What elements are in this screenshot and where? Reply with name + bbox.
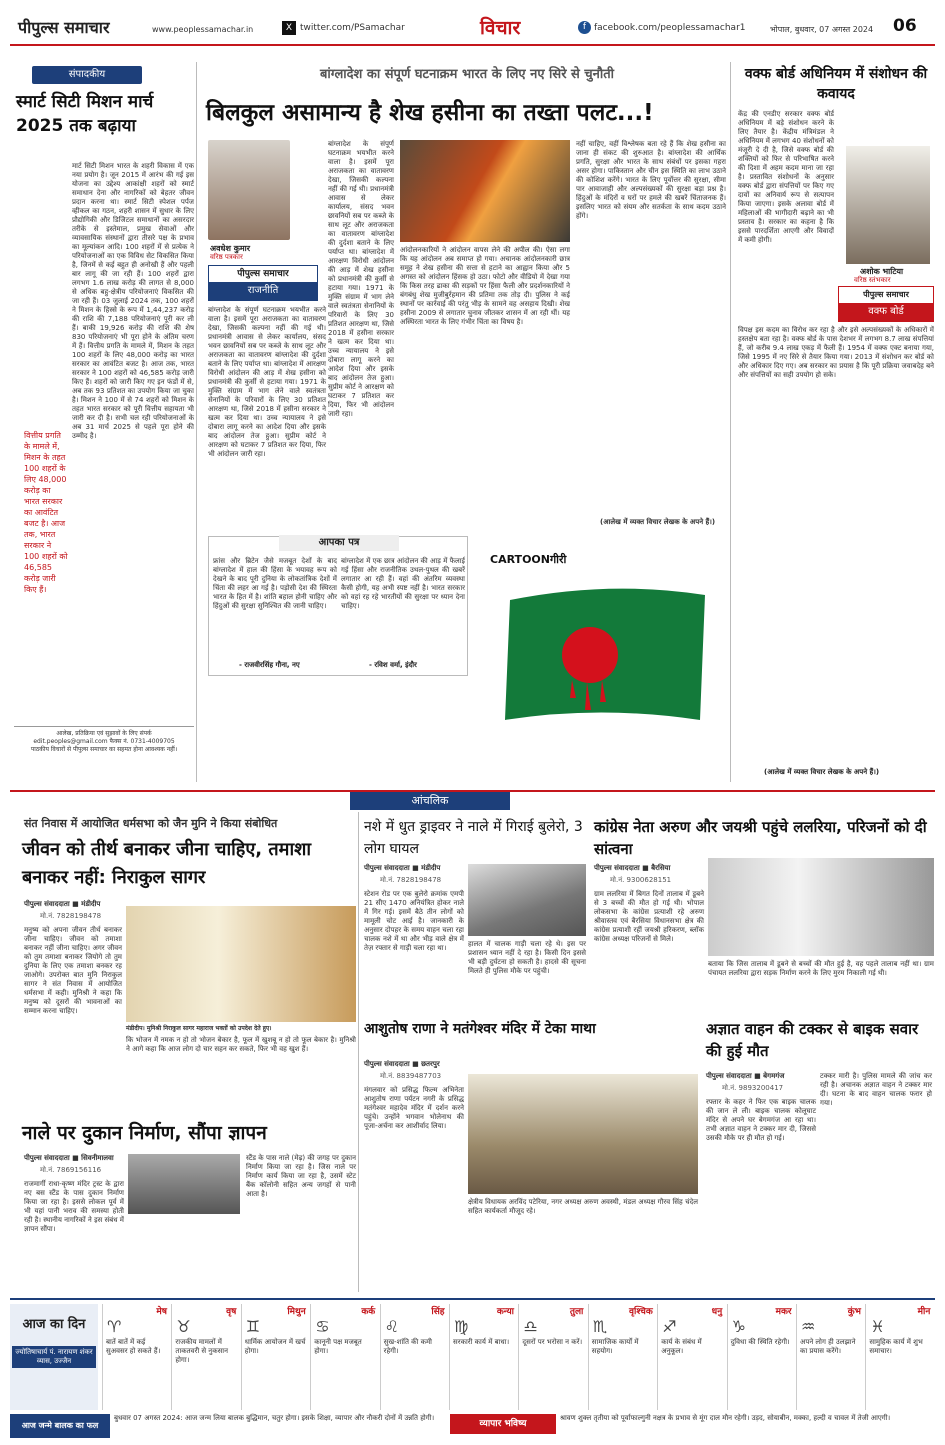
zodiac-glyph-icon: ♊ (245, 1317, 261, 1336)
col-divider (196, 62, 197, 782)
story4-photo (708, 858, 934, 956)
zodiac-cell-8 (588, 1304, 656, 1410)
business-label: व्यापार भविष्य (450, 1414, 556, 1434)
story1-photo (126, 906, 356, 1022)
horoscope-strip (10, 1298, 935, 1438)
story5-body-2: क्षेत्रीय विधायक अरविंद पटेरिया, नगर अध्यक्ष अरुण अवस्थी, मंडल अध्यक्ष गौरव सिंह चंदेल सहित कार्यकर्ता मौजूद रहे। (468, 1198, 698, 1215)
story-ashutosh-rana (360, 1014, 700, 1294)
story2-photo (128, 1154, 240, 1214)
story3-phone: मो.नं. 7828198478 (380, 876, 442, 884)
business-text: श्रावण शुक्ल तृतीया को पूर्वाफाल्गुनी नक्षत्र के प्रभाव से मूंग दाल मौन रहेगी। उड़द, सोयाबीन, मक्का, हल्दी व चावल में तेजी आएगी। (560, 1414, 891, 1422)
col-divider-mid (358, 812, 359, 1292)
zodiac-text: अपने लोग ही उलझाने का प्रयास करेंगे। (800, 1338, 856, 1355)
logo: पीपुल्स समाचार (18, 18, 110, 37)
main-col3: नहीं चाहिए, वहीं विश्लेषक बता रहे हैं कि शेख हसीना का जाना ही संकट की शुरुआत है। बांग्लादेश की आर्थिक प्रगति, सुरक्षा और भारत के साथ संबंधों पर इसका गहरा असर होगा। पाकिस्तान और चीन इस स्थिति का लाभ उठाने की कोशिश करेंगे। भारत के लिए पूर्वोत्तर की सुरक्षा, सीमा पार आवाजाही और अल्पसंख्यकों की सुरक्षा बड़ा प्रश्न है। हिंदुओं के मंदिरों व घरों पर हमले की खबरें चिंताजनक हैं। इसलिए भारत को संयम और सतर्कता के साथ कदम उठाने होंगे। (576, 140, 726, 220)
main-headline: बिलकुल असामान्य है शेख हसीना का तख्ता पलट...! (206, 100, 654, 126)
story-bike-accident (702, 1014, 935, 1294)
story1-caption: मंडीदीप। मुनिश्री निराकुल सागर महाराज भक्तों को उपदेश देते हुए। (126, 1025, 272, 1032)
zodiac-name: मीन (917, 1307, 931, 1317)
story5-headline: आशुतोष राणा ने मतंगेश्वर मंदिर में टेका माथा (364, 1021, 596, 1037)
letter-2-sign: - रविश वर्मा, इंदौर (369, 661, 417, 669)
zodiac-text: सामाजिक कार्यों में सहयोग। (591, 1338, 639, 1355)
cartoon-box (480, 546, 730, 786)
zodiac-name: वृष (226, 1307, 237, 1317)
bangladesh-flag-cartoon (490, 570, 720, 760)
waqf-body: केंद्र की एनडीए सरकार वक्फ बोर्ड अधिनियम में बड़े संशोधन करने के लिए तैयार है। केंद्रीय मंत्रिमंडल ने अधिनियम में लगभग 40 संशोधनों को मंजूरी दे दी है, जिसे वक्फ बोर्ड की शक्तियों को फिर से परिभाषित करने की दिशा में अहम कदम माना जा रहा है। प्रस्तावित संशोधनों के अनुसार वक्फ बोर्ड द्वारा संपत्तियों पर किए गए दावों का अनिवार्य रूप से सत्यापन किया जाएगा। इसके अलावा बोर्ड में महिलाओं की भागीदारी बढ़ाने का भी प्रस्ताव है। सरकार का कहना है कि इससे पारदर्शिता आएगी और विवादों में कमी होगी। (738, 110, 834, 244)
letters-box (208, 536, 468, 676)
main-footer: (आलेख में व्यक्त विचार लेखक के अपने हैं।) (600, 518, 716, 526)
zodiac-name: मेष (156, 1307, 167, 1317)
zodiac-text: कानूनी पक्ष मजबूत होगा। (314, 1338, 362, 1355)
waqf-headline: वक्फ बोर्ड अधिनियम में संशोधन की कवायद (744, 66, 928, 102)
zodiac-glyph-icon: ♏ (592, 1317, 608, 1336)
zodiac-text: सरकारी कार्य में बाधा। (453, 1338, 510, 1346)
zodiac-text: राजकीय मामलों में ताकतवरी से नुकसान होगा। (175, 1338, 229, 1364)
footer-contact: आलेख, प्रतिक्रिया एवं सुझावों के लिए संपर्क (56, 730, 152, 737)
story5-byline: पीपुल्स संवाददाता ■ छतरपुर (364, 1060, 440, 1068)
zodiac-cell-9 (657, 1304, 725, 1410)
zodiac-text: दुविधा की स्थिति रहेगी। (730, 1338, 790, 1346)
zodiac-glyph-icon: ♐ (662, 1317, 677, 1336)
child-text: बुधवार 07 अगस्त 2024: आज जन्म लिया बालक बुद्धिमान, चतुर होगा। इसके शिक्षा, व्यापार और नौकरी दोनों में उन्नति होगी। (114, 1414, 435, 1422)
zodiac-name: मिथुन (287, 1307, 306, 1317)
story6-headline: अज्ञात वाहन की टक्कर से बाइक सवार की हुई मौत (706, 1020, 919, 1060)
zodiac-text: बातें बातें में कई सुअवसर हो सकते हैं। (106, 1338, 161, 1355)
waqf-column-badge (838, 286, 934, 322)
editorial-footer (14, 726, 194, 753)
story-drain-shop (10, 1114, 355, 1294)
main-article (200, 60, 728, 530)
zodiac-cell-3 (241, 1304, 309, 1410)
zodiac-glyph-icon: ♑ (731, 1317, 746, 1336)
story3-body-2: हालत में चालक गाड़ी चला रहे थे। इस पर प्रशासन ध्यान नहीं दे रहा है। किसी दिन इससे भी बड़ी दुर्घटना हो सकती है। हादसे की सूचना मिलते ही पुलिस मौके पर पहुंची। (468, 940, 586, 975)
story-congress-lalariya (590, 812, 935, 1012)
waqf-article (734, 60, 936, 786)
zodiac-cell-7 (518, 1304, 586, 1410)
zodiac-cell-12 (865, 1304, 933, 1410)
story5-body: मंगलवार को प्रसिद्ध फिल्म अभिनेता आशुतोष राणा पर्यटन नगरी के प्रसिद्ध मतंगेश्वर महादेव मंदिर में दर्शन करने पहुंचे। उन्होंने भगवान भोलेनाथ की पूजा-अर्चना कर आशीर्वाद लिया। (364, 1086, 464, 1130)
letter-2: बांग्लादेश में एक छात्र आंदोलन की आड़ में फैलाई गई हिंसा और राजनीतिक उथल-पुथल की खबरें लगातार आ रही हैं। वहां की अंतरिम व्यवस्था कैसी होगी, यह अभी स्पष्ट नहीं है। भारत सरकार को वहां रह रहे भारतीयों की सुरक्षा पर ध्यान देना चाहिए। (341, 557, 465, 610)
zodiac-name: कर्क (361, 1307, 376, 1317)
story6-body-2: टक्कर मारी है। पुलिस मामले की जांच कर रही है। अचानक अज्ञात वाहन ने टक्कर मार दी। घटना के बाद वाहन चालक फरार हो गया। (820, 1072, 932, 1107)
cartoon-label: CARTOONगीरी (490, 553, 567, 566)
child-box: आज जन्मे बालक का फल (10, 1414, 110, 1438)
website-link[interactable]: www.peoplessamachar.in (152, 25, 254, 34)
zodiac-cell-2 (171, 1304, 239, 1410)
zodiac-glyph-icon: ♎ (523, 1317, 538, 1336)
author-photo-ashok (846, 146, 930, 264)
story1-body-2: कि भोजन में नमक न हो तो भोजन बेकार है, फूल में खुशबू न हो तो फूल बेकार है। मुनिश्री ने आगे कहा कि आज लोग दो चार सहन कर सकते, फिर भी वह खुश हैं। (126, 1036, 356, 1053)
story-bolero-accident (360, 812, 588, 1012)
footer-disclaimer: पाठकीय विचारों से पीपुल्स समाचार का सहमत होना आवश्यक नहीं। (30, 746, 178, 753)
story-niraakul-sagar (10, 812, 355, 1112)
flag-circle (562, 627, 618, 683)
author-photo-avadhesh (208, 140, 290, 240)
zodiac-cell-5 (380, 1304, 448, 1410)
story6-body: रफ्तार के कहर ने फिर एक बाइक चालक की जान ले ली। बाइक चालक कोलूघाट मंदिर से अपने घर बेगमगंज आ रहा था। तभी अज्ञात वाहन ने टक्कर मार दी, जिससे उसकी मौके पर ही मौत हो गई। (706, 1098, 816, 1142)
zodiac-name: सिंह (431, 1307, 445, 1317)
editorial-column (10, 60, 195, 785)
letter-1-sign: - राजवीरसिंह गौना, नए (239, 661, 300, 669)
zodiac-name: वृश्चिक (629, 1307, 653, 1317)
facebook-icon: f (578, 21, 591, 34)
zodiac-text: सामुहिक कार्य में शुभ समाचार। (869, 1338, 923, 1355)
waqf-column-logo: पीपुल्स समाचार (863, 290, 909, 299)
zodiac-glyph-icon: ♈ (107, 1317, 122, 1336)
facebook-link[interactable]: facebook.com/peoplessamachar1 (594, 23, 746, 33)
story6-phone: मो.नं. 9893200417 (722, 1084, 784, 1092)
zodiac-glyph-icon: ♋ (315, 1317, 330, 1336)
story6-byline: पीपुल्स संवाददाता ■ बेगमगंज (706, 1072, 785, 1080)
story4-byline: पीपुल्स संवाददाता ■ बैरसिया (594, 864, 671, 872)
zodiac-text: सुख-शांति की कमी रहेगी। (383, 1338, 432, 1355)
story2-byline: पीपुल्स संवाददाता ■ सिवनीमालवा (24, 1154, 114, 1162)
twitter-link[interactable]: twitter.com/PSamachar (300, 23, 405, 33)
zodiac-cell-10 (727, 1304, 795, 1410)
author-role: वरिष्ठ पत्रकार (210, 253, 243, 261)
story5-phone: मो.नं. 8839487703 (380, 1072, 442, 1080)
story5-photo (468, 1074, 698, 1194)
story4-body: ग्राम ललरिया में बिगत दिनों तालाब में डूबने से 3 बच्चों की मौत हो गई थी। भोपाल लोकसभा के कांग्रेस प्रत्याशी रहे अरुण श्रीवास्तव एवं बैरसिया विधानसभा क्षेत्र की कांग्रेस प्रत्याशी रहीं जयश्री हरिकरण, ब्लॉक कांग्रेस अध्यक्ष परिजनों से मिले। (594, 890, 704, 943)
story1-phone: मो.नं. 7828198478 (40, 912, 102, 920)
story4-body-2: बताया कि जिस तालाब में डूबने से बच्चों की मौत हुई है, वह पहले तालाब नहीं था। ग्राम पंचायत ललरिया द्वारा सड़क निर्माण करने के लिए मुरम निकाली गई थी। (708, 960, 934, 977)
editorial-pullquote: वित्तीय प्रगति के मामले में, मिशन के तहत 100 शहरों के लिए 48,000 करोड़ का भारत सरकार का आवंटित बजट है। आज तक, भारत सरकार ने 100 शहरों को 46,585 करोड़ जारी किए हैं। (24, 431, 68, 594)
zodiac-name: कुंभ (847, 1307, 861, 1317)
column-label: राजनीति (209, 282, 317, 300)
story2-body: राजमार्गी राधा-कृष्ण मंदिर ट्रस्ट के द्वारा नए बस स्टैंड के पास दुकान निर्माण किया जा रहा है। इससे लोकल पूर्व में भी यहां पानी भराव की समस्या होती रही है। स्थानीय नागरिकों ने इस संबंध में ज्ञापन सौंपा। (24, 1180, 124, 1233)
zodiac-row (102, 1304, 935, 1410)
zodiac-glyph-icon: ♌ (384, 1317, 399, 1336)
editorial-label: संपादकीय (32, 66, 142, 84)
story1-byline: पीपुल्स संवाददाता ■ मंडीदीप (24, 900, 101, 908)
main-col2: आंदोलनकारियों ने आंदोलन वापस लेने की अपील की। ऐसा लगा कि यह आंदोलन अब समाप्त हो गया। अचानक आंदोलनकारी छात्र समूह ने शेख हसीना की सत्ता से हटाने का आह्वान किया और 5 अगस्त को आंदोलन हिंसक हो उठा। फोटो और वीडियो में देखा गया कि किस तरह ढाका की सड़कों पर हिंसा फैली और प्रदर्शनकारियों ने बंगबंधु शेख मुजीबुर्रहमान की प्रतिमा तक तोड़ दी। पुलिस ने कई स्थानों पर कार्रवाई की परंतु भीड़ के सामने वह असहाय दिखी। शेख हसीना 2009 से लगातार चुनाव जीतकर शासन में आ रही थीं। यह अस्थिरता भारत के लिए गंभीर चिंता का विषय है। (400, 246, 570, 326)
waqf-author-role: वरिष्ठ स्तंभकार (854, 276, 891, 284)
section-title: विचार (480, 17, 521, 39)
col-divider-right (730, 62, 731, 782)
zodiac-text: दूसरों पर भरोसा न करें। (522, 1338, 583, 1346)
story1-kicker: संत निवास में आयोजित धर्मसभा को जैन मुनि ने किया संबोधित (24, 817, 278, 830)
masthead (0, 0, 945, 58)
story3-headline: नशे में धुत ड्राइवर ने नाले में गिराई बुलेरो, 3 लोग घायल (364, 819, 583, 857)
twitter-icon: X (282, 21, 296, 35)
zodiac-glyph-icon: ♍ (454, 1317, 469, 1336)
regional-label: आंचलिक (350, 792, 510, 810)
column-logo: पीपुल्स समाचार (237, 269, 289, 279)
story4-phone: मो.नं. 9300628151 (610, 876, 672, 884)
zodiac-glyph-icon: ♉ (176, 1317, 191, 1336)
main-col1: बांग्लादेश के संपूर्ण घटनाक्रम भयभीत करने वाला है। इसमें पूरा अराजकता का वातावरण देखा, जिसकी कल्पना नहीं की गई थी। प्रधानमंत्री आवास से लेकर कार्यालय, संसद भवन छावनियों सब पर कब्जे के साथ लूट और अराजकता का वातावरण बांग्लादेश की दुर्दशा बताने के लिए पर्याप्त था। बांग्लादेश में आरक्षण विरोधी आंदोलन की आड़ में शेख हसीना को प्रधानमंत्री की कुर्सी से हटाया गया। 1971 के मुक्ति संग्राम में भाग लेने वाले स्वतंत्रता सेनानियों के परिवारों के लिए 30 प्रतिशत आरक्षण था, जिसे 2018 में हसीना सरकार ने खत्म कर दिया था। उच्च न्यायालय ने इसे दोबारा लागू करने का आदेश दिया और इसके बाद आंदोलन तेज हुआ। सुप्रीम कोर्ट ने आरक्षण को घटाकर 7 प्रतिशत कर दिया, फिर भी आंदोलन जारी रहा। (208, 306, 326, 458)
today-label: आज का दिन (22, 1317, 86, 1332)
zodiac-text: धार्मिक आयोजन में खर्च होगा। (244, 1338, 306, 1355)
zodiac-name: तुला (569, 1307, 584, 1317)
story3-byline: पीपुल्स संवाददाता ■ मंडीदीप (364, 864, 441, 872)
story3-body: स्टेशन रोड पर एक बुलेरो क्रमांक एमपी 21 सीए 1470 अनियंत्रित होकर नाले में गिर गई। इसमें बैठे तीन लोगों को मामूली चोट आई है। जानकारी के अनुसार दोपहर के समय वाहन चला रहा चालक नशे में था और भीड़ वाले क्षेत्र में तेज़ रफ्तार से गाड़ी चला रहा था। (364, 890, 464, 952)
regional-bar (10, 790, 935, 808)
zodiac-glyph-icon: ♒ (801, 1317, 816, 1336)
waqf-footer: (आलेख में व्यक्त विचार लेखक के अपने हैं।) (764, 768, 880, 776)
protest-photo (400, 140, 570, 242)
story1-body: मनुष्य को अपना जीवन तीर्थ बनाकर जीना चाहिए। जीवन को तमाशा बनाकर नहीं जीना चाहिए। अगर जीवन को तुम तमाशा बनाकर जियोगे तो तुम दुनिया के लिए एक तमाशा बनकर रह जाओगे। उपरोक्त बात मुनि निराकुल सागर ने संत निवास में आयोजित धर्मसभा में कही। मुनिश्री ने कहा कि मनुष्य को दूसरों की भावनाओं का सम्मान करना चाहिए। (24, 926, 122, 1015)
story4-headline: कांग्रेस नेता अरुण और जयश्री पहुंचे ललरिया, परिजनों को दी सांत्वना (594, 818, 927, 858)
zodiac-cell-6 (449, 1304, 517, 1410)
letter-1: फ्रांस और ब्रिटेन जैसे मजबूत देशों के बाद बांग्लादेश में हाल की हिंसा के भयावह रूप को देखने के बाद पूरी दुनिया के लोकतांत्रिक देशों में चिंता की लहर आ गई है। पड़ोसी देश की स्थिरता भारत के हित में है। शांति बहाल होनी चाहिए और हिंदुओं की सुरक्षा सुनिश्चित की जानी चाहिए। (213, 557, 337, 610)
zodiac-glyph-icon: ♓ (870, 1317, 885, 1336)
zodiac-text: कार्य के संबंध में अनुकूल। (661, 1338, 702, 1355)
editorial-title: स्मार्ट सिटी मिशन मार्च 2025 तक बढ़ाया (16, 92, 154, 136)
waqf-body-2: विपक्ष इस कदम का विरोध कर रहा है और इसे अल्पसंख्यकों के अधिकारों में हस्तक्षेप बता रहा है। वक्फ बोर्ड के पास देशभर में लगभग 8.7 लाख संपत्तियां हैं, जो करीब 9.4 लाख एकड़ में फैली हैं। 1954 में वक्फ एक्ट बनाया गया, जिसे 1995 में नए सिरे से तैयार किया गया। 2013 में संशोधन कर बोर्ड को और अधिकार दिए गए। अब सरकार का प्रयास है कि पूरी प्रक्रिया जवाबदेह बने और संपत्तियों का सही उपयोग हो सके। (738, 326, 934, 379)
main-col1-top: बांग्लादेश के संपूर्ण घटनाक्रम भयभीत करने वाला है। इसमें पूरा अराजकता का वातावरण देखा, जिसकी कल्पना नहीं की गई थी। प्रधानमंत्री आवास से लेकर कार्यालय, संसद भवन छावनियों सब पर कब्जे के साथ लूट और अराजकता का वातावरण बांग्लादेश की दुर्दशा बताने के लिए पर्याप्त था। बांग्लादेश में आरक्षण विरोधी आंदोलन की आड़ में शेख हसीना को प्रधानमंत्री की कुर्सी से हटाया गया। 1971 के मुक्ति संग्राम में भाग लेने वाले स्वतंत्रता सेनानियों के परिवारों के लिए 30 प्रतिशत आरक्षण था, जिसे 2018 में हसीना सरकार ने खत्म कर दिया था। उच्च न्यायालय ने इसे दोबारा लागू करने का आदेश दिया और इसके बाद आंदोलन तेज हुआ। सुप्रीम कोर्ट ने आरक्षण को घटाकर 7 प्रतिशत कर दिया, फिर भी आंदोलन जारी रहा। (328, 140, 394, 418)
zodiac-name: धनु (711, 1307, 723, 1317)
editorial-body: मार्ट सिटी मिशन भारत के शहरी विकास में एक नया प्रयोग है। जून 2015 में आरंभ की गई इस योजना का उद्देश्य आकांक्षी शहरों को स्मार्ट समाधान देना और नागरिकों को बेहतर जीवन प्रदान करना था। स्मार्ट सिटी स्पेशल पर्पज व्हीकल का गठन, शहरी शासन में सुधार के लिए प्रौद्योगिकी और डिजिटल समाधानों का असरदार तरीके से इस्तेमाल, प्रमुख सेवाओं और व्यावसायिक संस्थानों द्वारा तीसरे पक्ष के प्रभाव का मूल्यांकन आदि। 100 शहरों में से प्रत्येक ने परियोजनाओं का एक विविध सेट विकसित किया है, जिनमें से कई बहुत ही अनोखी हैं और पहली बार लागू की जा रही हैं। 100 शहरों द्वारा लगभग 1.6 लाख करोड़ की लागत से 8,000 से अधिक बहु-क्षेत्रीय परियोजनाएं विकसित की जा रही हैं। 03 जुलाई 2024 तक, 100 शहरों ने मिशन के हिस्से के रूप में 1,44,237 करोड़ की राशि की 7,188 परियोजनाएं पूरी कर ली हैं। बाकी 19,926 करोड़ की राशि की शेष 830 परियोजनाएं भी पूरा होने के अंतिम चरण में हैं। वित्तीय प्रगति के मामले में, मिशन के तहत 100 शहरों के लिए 48,000 करोड़ का भारत सरकार का आवंटित बजट है। आज तक, भारत सरकार ने 100 शहरों को 46,585 करोड़ जारी किए हैं। शहरों को जारी किए गए इन फंडों में से, अब तक 93 प्रतिशत का उपयोग किया जा चुका है। मिशन ने 100 में से 74 शहरों को मिशन के तहत भारत सरकार को पूरी वित्तीय सहायता भी जारी कर दी है। सभी चल रही परियोजनाओं के अब 31 मार्च 2025 से पहले पूरा होने की उम्मीद है। (72, 162, 194, 440)
author-name: अवधेश कुमार (210, 244, 250, 253)
letters-header: आपका पत्र (279, 535, 399, 551)
today-astrologer: ज्योतिषाचार्य पं. नारायण शंकर व्यास, उज्जैन (12, 1346, 96, 1368)
footer-email: edit.peoples@gmail.com फैक्स नं. 0731-4009705 (33, 738, 175, 745)
zodiac-cell-4 (310, 1304, 378, 1410)
waqf-author-name: अशोक भाटिया (860, 267, 904, 276)
story2-phone: मो.नं. 7869156116 (40, 1166, 102, 1174)
politics-column-badge (208, 265, 318, 301)
story2-headline: नाले पर दुकान निर्माण, सौंपा ज्ञापन (22, 1122, 267, 1144)
today-box (10, 1304, 98, 1410)
page-number: 06 (893, 16, 917, 36)
zodiac-cell-1 (102, 1304, 170, 1410)
story3-photo (468, 864, 586, 936)
masthead-rule (10, 44, 935, 46)
story1-headline: जीवन को तीर्थ बनाकर जीना चाहिए, तमाशा बनाकर नहीं: निराकुल सागर (22, 839, 312, 888)
dateline: भोपाल, बुधवार, 07 अगस्त 2024 (770, 25, 874, 34)
zodiac-name: मकर (775, 1307, 792, 1317)
waqf-column-label: वक्फ बोर्ड (839, 303, 933, 321)
main-kicker: बांग्लादेश का संपूर्ण घटनाक्रम भारत के लिए नए सिरे से चुनौती (320, 67, 614, 82)
story2-body-2: स्टैंड के पास नाले (मेढ़) की जगह पर दुकान निर्माण किया जा रहा है। जिस नाले पर निर्माण कार्य किया जा रहा है, उसमें स्टेट बैंक कॉलोनी सहित अन्य जगहों से पानी आता है। (246, 1154, 356, 1198)
zodiac-cell-11 (796, 1304, 864, 1410)
zodiac-name: कन्या (496, 1307, 514, 1317)
